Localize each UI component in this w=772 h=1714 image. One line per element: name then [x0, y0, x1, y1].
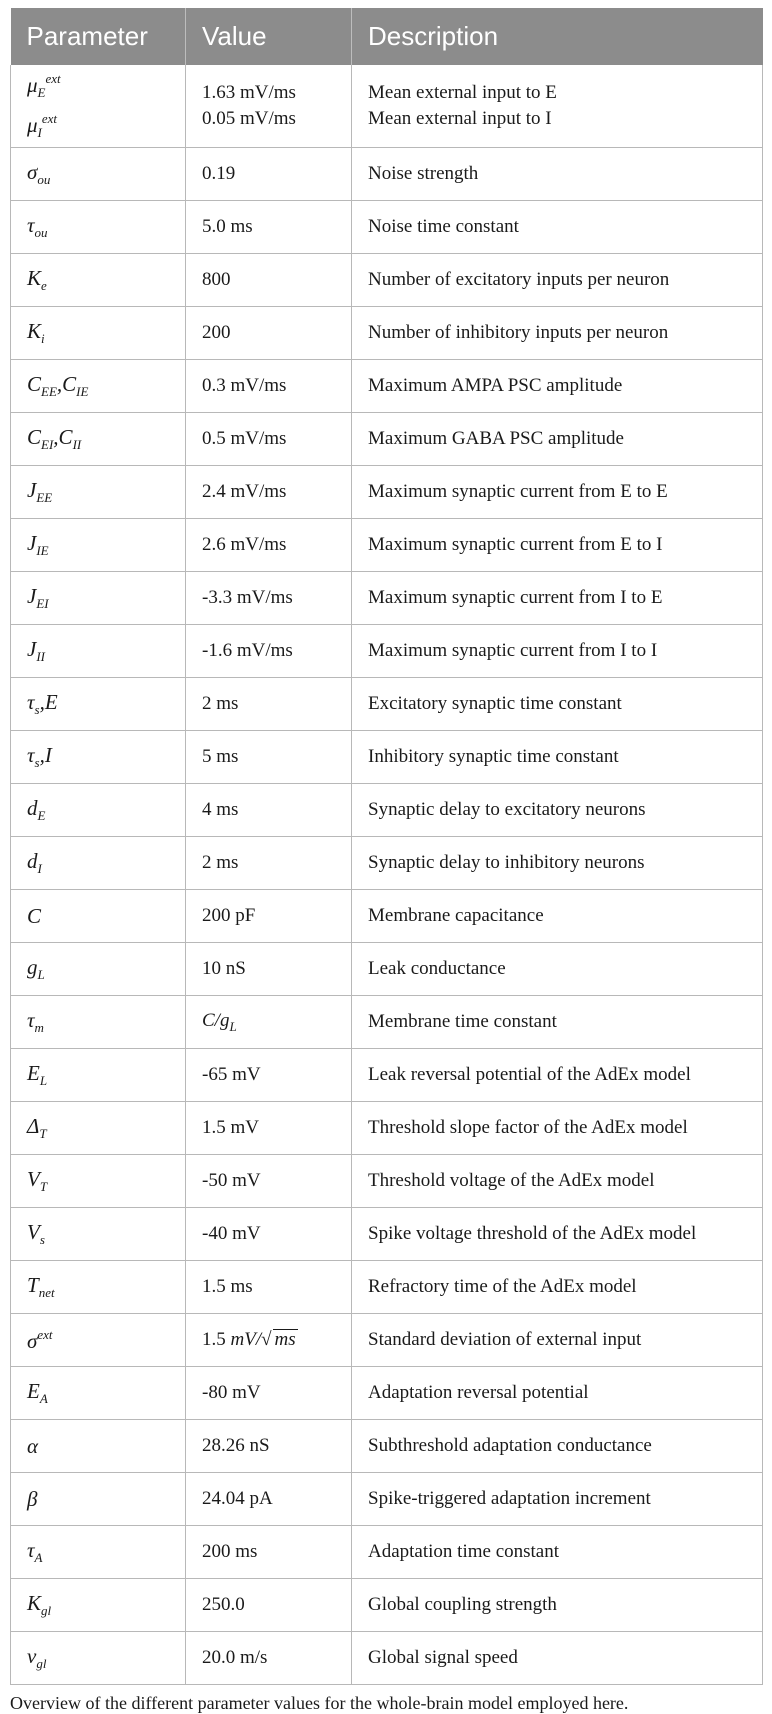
param-symbol	[27, 319, 45, 346]
table-row	[11, 65, 763, 148]
value-text: 800	[202, 269, 231, 290]
value-text: 4 ms	[202, 799, 239, 820]
parameter-cell	[11, 466, 186, 519]
description-cell: Threshold slope factor of the AdEx model	[352, 1102, 763, 1155]
param-symbol	[27, 266, 47, 293]
param-symbol	[27, 1167, 48, 1194]
param-symbol	[27, 372, 89, 399]
value-text: 0.5 mV/ms	[202, 428, 287, 449]
param-symbol	[27, 849, 42, 876]
value-cell	[186, 837, 352, 890]
description-cell: Spike voltage threshold of the AdEx model	[352, 1208, 763, 1261]
value-line: 1.63 mV/ms	[202, 82, 296, 103]
table-row	[11, 1367, 763, 1420]
param-base: E	[27, 1061, 40, 1085]
table-row	[11, 890, 763, 943]
description-cell: Threshold voltage of the AdEx model	[352, 1155, 763, 1208]
param-symbol	[27, 1644, 47, 1671]
param-subscript: A	[39, 1391, 48, 1406]
description-cell: Membrane capacitance	[352, 890, 763, 943]
param-base: d	[27, 796, 38, 820]
value-cell	[186, 1632, 352, 1685]
value-text: 0.3 mV/ms	[202, 375, 287, 396]
param-subscript: gl	[41, 1603, 52, 1618]
table-row	[11, 1102, 763, 1155]
table-row	[11, 943, 763, 996]
value-text: -80 mV	[202, 1382, 261, 1403]
param-mid: ,C	[53, 425, 73, 449]
param-subscript: L	[37, 967, 45, 982]
parameter-cell	[11, 1155, 186, 1208]
value-cell	[186, 1155, 352, 1208]
header-value: Value	[186, 8, 352, 65]
param-subscript: EE	[41, 384, 57, 399]
value-cell	[186, 254, 352, 307]
parameter-cell	[11, 307, 186, 360]
value-line: 0.05 mV/ms	[202, 108, 296, 129]
value-text: 2 ms	[202, 693, 239, 714]
description-cell: Subthreshold adaptation conductance	[352, 1420, 763, 1473]
value-text: 0.19	[202, 163, 236, 184]
param-base: σ	[27, 160, 38, 184]
table-body	[11, 65, 763, 1685]
param-subscript: T	[39, 1126, 47, 1141]
param-mid: ,I	[39, 743, 52, 767]
table-row	[11, 1473, 763, 1526]
param-base: V	[27, 1220, 40, 1244]
value-text: 5.0 ms	[202, 216, 253, 237]
table-row	[11, 360, 763, 413]
param-base: τ	[27, 1538, 35, 1562]
description-cell: Refractory time of the AdEx model	[352, 1261, 763, 1314]
param-symbol	[27, 111, 58, 140]
parameter-cell	[11, 1102, 186, 1155]
description-cell: Adaptation time constant	[352, 1526, 763, 1579]
header-row	[11, 8, 763, 65]
description-cell: Number of inhibitory inputs per neuron	[352, 307, 763, 360]
table-row	[11, 1049, 763, 1102]
value-text: 24.04 pA	[202, 1488, 273, 1509]
table-row	[11, 731, 763, 784]
value-cell	[186, 1049, 352, 1102]
param-symbol	[27, 1591, 52, 1618]
value-text: 20.0 m/s	[202, 1647, 268, 1668]
value-cell	[186, 1420, 352, 1473]
param-subscript: m	[34, 1020, 44, 1035]
table-row	[11, 996, 763, 1049]
table-row	[11, 1155, 763, 1208]
description-cell: Global signal speed	[352, 1632, 763, 1685]
value-text: -3.3 mV/ms	[202, 587, 293, 608]
table-caption: Overview of the different parameter values for the whole-brain model employed here.	[10, 1693, 629, 1713]
param-subscript: I	[37, 861, 42, 876]
param-symbol	[27, 1008, 44, 1035]
description-cell	[352, 65, 763, 148]
param-subscript: s	[34, 702, 40, 717]
param-base: C	[27, 903, 42, 928]
param-subscript: T	[39, 1179, 48, 1194]
value-cell	[186, 466, 352, 519]
param-subscript: s	[34, 755, 40, 770]
param-symbol	[27, 955, 45, 982]
param-symbol	[27, 1220, 45, 1247]
param-base: μ	[27, 73, 38, 97]
param-subscript: i	[41, 331, 45, 346]
value-cell	[186, 890, 352, 943]
description-cell: Maximum AMPA PSC amplitude	[352, 360, 763, 413]
param-base: C	[27, 425, 42, 449]
param-subscript: e	[41, 278, 47, 293]
value-cell	[186, 307, 352, 360]
param-subscript: ou	[34, 225, 48, 240]
value-cell	[186, 1367, 352, 1420]
param-superscript: ext	[41, 111, 58, 126]
param-base: σ	[27, 1328, 38, 1353]
parameter-cell	[11, 1261, 186, 1314]
value-math	[202, 1009, 237, 1034]
parameter-cell	[11, 837, 186, 890]
parameter-cell	[11, 1367, 186, 1420]
param-mid: ,C	[56, 372, 77, 396]
param-base: τ	[27, 1008, 35, 1032]
value-cell	[186, 625, 352, 678]
param-base: β	[27, 1486, 38, 1511]
parameter-cell	[11, 201, 186, 254]
param-subscript: gl	[36, 1656, 47, 1671]
param-symbol	[27, 478, 53, 505]
table-row	[11, 148, 763, 201]
table-row	[11, 201, 763, 254]
param-base: C	[27, 372, 42, 396]
value-text: 200 pF	[202, 905, 256, 926]
description-cell: Noise time constant	[352, 201, 763, 254]
param-base: τ	[27, 743, 35, 767]
parameter-cell	[11, 1526, 186, 1579]
value-text: 200 ms	[202, 1541, 258, 1562]
parameter-cell	[11, 1473, 186, 1526]
parameter-table-container	[10, 8, 762, 1714]
value-cell	[186, 65, 352, 148]
param-base: J	[27, 531, 37, 555]
value-math	[231, 1329, 298, 1350]
table-row	[11, 466, 763, 519]
value-text: 10 nS	[202, 958, 246, 979]
value-text: 2.4 mV/ms	[202, 481, 287, 502]
description-cell: Maximum GABA PSC amplitude	[352, 413, 763, 466]
parameter-cell	[11, 784, 186, 837]
param-subscript: IE	[36, 543, 49, 558]
parameter-cell	[11, 1314, 186, 1367]
parameter-cell	[11, 1208, 186, 1261]
param-base: τ	[27, 213, 35, 237]
param-symbol	[27, 743, 52, 770]
table-row	[11, 1579, 763, 1632]
param-base: J	[27, 637, 37, 661]
table-row	[11, 519, 763, 572]
table-row	[11, 784, 763, 837]
table-row	[11, 254, 763, 307]
param-base: K	[27, 266, 42, 290]
parameter-cell	[11, 360, 186, 413]
value-cell	[186, 943, 352, 996]
param-subscript: II	[72, 437, 82, 452]
value-cell	[186, 1473, 352, 1526]
param-symbol	[27, 584, 49, 611]
param-base: Δ	[27, 1114, 40, 1138]
param-base: E	[27, 1379, 40, 1403]
param-base: ν	[27, 1644, 37, 1668]
value-text: 28.26 nS	[202, 1435, 270, 1456]
param-symbol	[27, 1487, 37, 1511]
table-row	[11, 837, 763, 890]
value-cell	[186, 1261, 352, 1314]
param-base: V	[27, 1167, 40, 1191]
value-text: 1.5 mV	[202, 1117, 259, 1138]
param-base: α	[27, 1433, 39, 1458]
table-row	[11, 1208, 763, 1261]
value-cell	[186, 360, 352, 413]
param-symbol	[27, 1434, 38, 1458]
value-text: 200	[202, 322, 231, 343]
description-cell: Number of excitatory inputs per neuron	[352, 254, 763, 307]
table-row	[11, 413, 763, 466]
description-cell: Spike-triggered adaptation increment	[352, 1473, 763, 1526]
value-text: 250.0	[202, 1594, 245, 1615]
param-subscript: EI	[41, 437, 54, 452]
param-superscript: ext	[37, 1326, 53, 1342]
parameter-cell	[11, 1420, 186, 1473]
description-cell: Maximum synaptic current from I to I	[352, 625, 763, 678]
param-line	[27, 106, 185, 146]
description-cell: Leak conductance	[352, 943, 763, 996]
value-cell	[186, 413, 352, 466]
param-symbol	[27, 213, 48, 240]
description-line: Mean external input to I	[368, 108, 552, 129]
parameter-table	[10, 8, 763, 1685]
param-superscript: ext	[45, 71, 61, 86]
param-base: d	[27, 849, 38, 873]
param-base: K	[27, 1591, 42, 1615]
sqrt-icon: √	[261, 1329, 272, 1350]
parameter-cell	[11, 625, 186, 678]
table-row	[11, 1314, 763, 1367]
value-cell	[186, 731, 352, 784]
param-base: μ	[27, 113, 38, 137]
param-subscript: I	[37, 125, 42, 140]
param-subscript: II	[36, 649, 45, 664]
param-symbol	[27, 71, 61, 100]
param-subscript: IE	[76, 384, 89, 399]
value-cell	[186, 148, 352, 201]
parameter-cell	[11, 572, 186, 625]
description-cell: Membrane time constant	[352, 996, 763, 1049]
value-cell	[186, 1208, 352, 1261]
table-header	[11, 8, 763, 65]
table-row	[11, 1632, 763, 1685]
parameter-cell	[11, 678, 186, 731]
table-row	[11, 1526, 763, 1579]
param-symbol	[27, 690, 58, 717]
param-symbol	[27, 425, 82, 452]
value-cell	[186, 519, 352, 572]
description-cell: Maximum synaptic current from E to E	[352, 466, 763, 519]
param-symbol	[27, 1326, 53, 1353]
parameter-cell	[11, 1632, 186, 1685]
param-subscript: E	[37, 85, 46, 100]
param-symbol	[27, 904, 41, 928]
param-base: g	[27, 955, 38, 979]
param-base: J	[27, 584, 37, 608]
value-cell	[186, 572, 352, 625]
param-symbol	[27, 1538, 43, 1565]
param-symbol	[27, 637, 45, 664]
parameter-cell	[11, 148, 186, 201]
description-cell: Synaptic delay to excitatory neurons	[352, 784, 763, 837]
parameter-cell	[11, 1049, 186, 1102]
description-cell: Global coupling strength	[352, 1579, 763, 1632]
table-row	[11, 1420, 763, 1473]
sqrt-radicand: ms	[274, 1329, 296, 1350]
table-row	[11, 307, 763, 360]
description-cell: Standard deviation of external input	[352, 1314, 763, 1367]
parameter-cell	[11, 413, 186, 466]
parameter-cell	[11, 1579, 186, 1632]
description-cell: Excitatory synaptic time constant	[352, 678, 763, 731]
value-cell	[186, 201, 352, 254]
param-symbol	[27, 531, 49, 558]
param-base: T	[27, 1273, 39, 1297]
param-subscript: ou	[37, 172, 51, 187]
value-math-text: C/g	[202, 1009, 230, 1031]
description-cell: Adaptation reversal potential	[352, 1367, 763, 1420]
param-symbol	[27, 1061, 48, 1088]
value-text: -65 mV	[202, 1064, 261, 1085]
value-cell	[186, 1526, 352, 1579]
description-cell: Noise strength	[352, 148, 763, 201]
param-symbol	[27, 1273, 55, 1300]
description-cell: Leak reversal potential of the AdEx model	[352, 1049, 763, 1102]
value-cell	[186, 1314, 352, 1367]
param-base: τ	[27, 690, 35, 714]
param-symbol	[27, 1379, 48, 1406]
param-subscript: EE	[36, 490, 53, 505]
value-cell	[186, 678, 352, 731]
parameter-cell	[11, 65, 186, 148]
table-row	[11, 1261, 763, 1314]
description-cell: Maximum synaptic current from E to I	[352, 519, 763, 572]
table-row	[11, 572, 763, 625]
description-cell: Inhibitory synaptic time constant	[352, 731, 763, 784]
param-base: J	[27, 478, 37, 502]
value-cell	[186, 996, 352, 1049]
value-text: 5 ms	[202, 746, 239, 767]
description-cell: Maximum synaptic current from I to E	[352, 572, 763, 625]
value-text: -1.6 mV/ms	[202, 640, 293, 661]
table-row	[11, 678, 763, 731]
value-math-text: mV/	[230, 1329, 262, 1350]
table-row	[11, 625, 763, 678]
param-symbol	[27, 796, 46, 823]
value-cell	[186, 1579, 352, 1632]
value-cell	[186, 784, 352, 837]
param-subscript: s	[39, 1232, 45, 1247]
param-line	[27, 66, 185, 106]
param-subscript: net	[38, 1285, 55, 1300]
parameter-cell	[11, 890, 186, 943]
value-text: -50 mV	[202, 1170, 261, 1191]
parameter-cell	[11, 731, 186, 784]
value-text: 2 ms	[202, 852, 239, 873]
description-line: Mean external input to E	[368, 82, 557, 103]
value-text: -40 mV	[202, 1223, 261, 1244]
param-base: K	[27, 319, 42, 343]
value-text: 1.5 ms	[202, 1276, 253, 1297]
parameter-cell	[11, 519, 186, 572]
param-subscript: EI	[36, 596, 49, 611]
value-math-subscript: L	[229, 1018, 237, 1034]
parameter-cell	[11, 254, 186, 307]
param-subscript: A	[34, 1550, 43, 1565]
param-subscript: E	[37, 808, 46, 823]
header-description: Description	[352, 8, 763, 65]
param-mid: ,E	[39, 690, 58, 714]
param-symbol	[27, 1114, 47, 1141]
param-subscript: L	[39, 1073, 48, 1088]
header-parameter: Parameter	[11, 8, 186, 65]
value-cell	[186, 1102, 352, 1155]
description-cell: Synaptic delay to inhibitory neurons	[352, 837, 763, 890]
param-symbol	[27, 160, 51, 187]
value-text: 2.6 mV/ms	[202, 534, 287, 555]
parameter-cell	[11, 996, 186, 1049]
parameter-cell	[11, 943, 186, 996]
value-text: 1.5	[202, 1329, 231, 1350]
